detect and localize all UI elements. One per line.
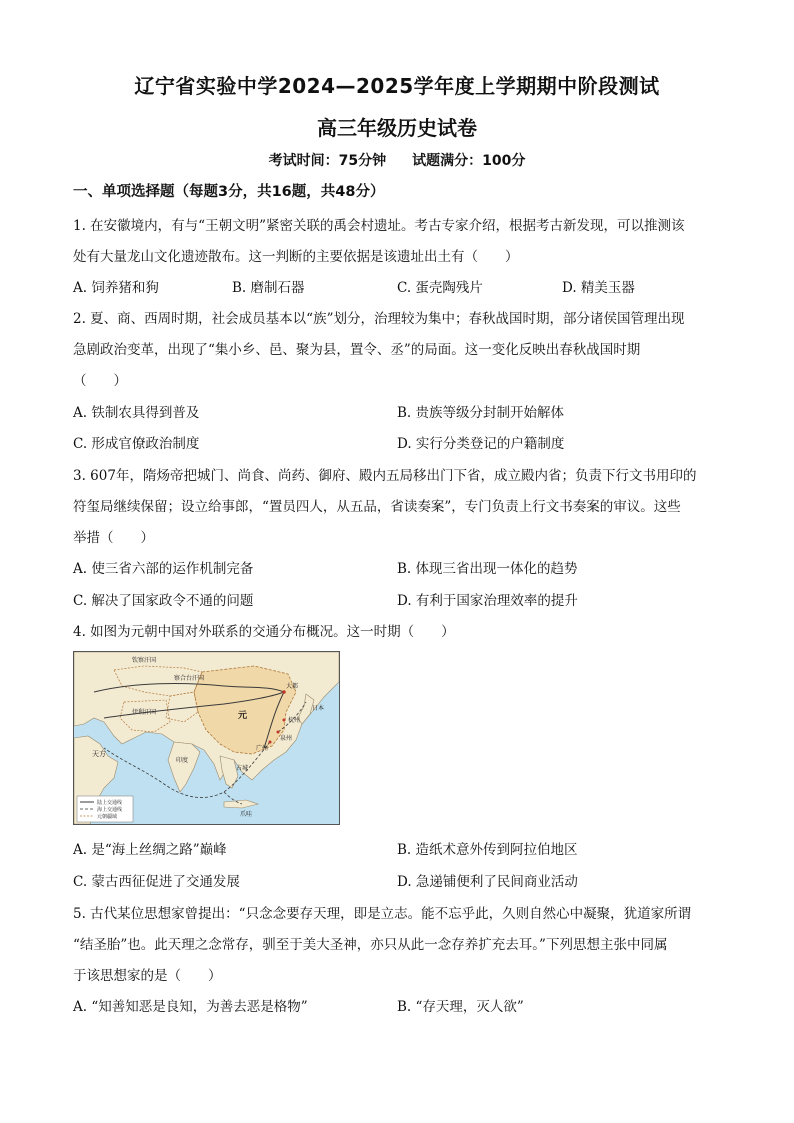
map-label-india: 印度 (176, 757, 189, 764)
question-2-line-3: （ ） (73, 373, 127, 389)
map-hangzhou-dot (283, 719, 286, 722)
question-3-option-c[interactable]: C. 解决了国家政令不通的问题 (73, 593, 254, 609)
question-5-line-1: 5. 古代某位思想家曾提出：“只念念要存天理，即是立志。能不忘乎此，久则自然心中凝聚，犹道家所谓 (73, 906, 692, 922)
question-4-option-c[interactable]: C. 蒙古西征促进了交通发展 (73, 874, 240, 890)
question-3-option-d[interactable]: D. 有利于国家治理效率的提升 (397, 593, 578, 609)
question-3-option-b[interactable]: B. 体现三省出现一体化的趋势 (397, 561, 578, 577)
exam-subtitle: 高三年级历史试卷 (317, 116, 477, 140)
exam-title: 辽宁省实验中学2024—2025学年度上学期期中阶段测试 (134, 74, 660, 98)
question-2-line-1: 2. 夏、商、西周时期，社会成员基本以“族”划分，治理较为集中；春秋战国时期，部分诸侯国管理出现 (73, 311, 685, 327)
question-2-option-b[interactable]: B. 贵族等级分封制开始解体 (397, 405, 565, 421)
question-2-line-2: 急剧政治变革，出现了“集小乡、邑、聚为县，置令、丞”的局面。这一变化反映出春秋战国时期 (73, 342, 641, 358)
question-1-line-1: 1. 在安徽境内，有与“王朝文明”紧密关联的禹会村遗址。考古专家介绍，根据考古新发现，可以推测该 (73, 218, 685, 234)
map-label-tianfang: 天方 (92, 750, 106, 758)
question-4-line-1: 4. 如图为元朝中国对外联系的交通分布概况。这一时期（ ） (73, 624, 455, 640)
question-1-option-c[interactable]: C. 蛋壳陶残片 (397, 280, 483, 296)
question-3-line-2: 符玺局继续保留；设立给事郎，“置员四人，从五品，省读奏案”，专门负责上行文书奏案的审议。这些 (73, 499, 681, 515)
map-legend-land: 陆上交通线 (97, 800, 123, 806)
question-5-line-3: 于该思想家的是（ ） (73, 968, 222, 984)
question-2-option-c[interactable]: C. 形成官僚政治制度 (73, 436, 200, 452)
question-5-option-a[interactable]: A. “知善知恶是良知，为善去恶是格物” (73, 999, 308, 1015)
question-2-option-d[interactable]: D. 实行分类登记的户籍制度 (397, 436, 565, 452)
map-label-dadu: 大都 (286, 683, 299, 690)
exam-meta (0, 150, 794, 170)
map-label-yuan: 元 (238, 711, 248, 721)
map-label-zhancheng: 占城 (236, 765, 249, 772)
section-heading: 一、单项选择题（每题3分，共16题，共48分） (73, 184, 385, 200)
yuan-dynasty-transport-map (73, 651, 340, 825)
map-label-guangzhou: 广州 (256, 745, 269, 752)
question-1-line-2: 处有大量龙山文化遗迹散布。这一判断的主要依据是该遗址出土有（ ） (73, 249, 519, 265)
map-label-java: 爪哇 (240, 811, 253, 818)
question-4-option-b[interactable]: B. 造纸术意外传到阿拉伯地区 (397, 842, 578, 858)
map-legend-border: 元朝疆域 (97, 814, 118, 820)
map-label-kipchak: 钦察汗国 (132, 657, 157, 664)
question-1-option-b[interactable]: B. 磨制石器 (232, 280, 305, 296)
exam-time: 考试时间：75分钟 (268, 153, 387, 169)
map-label-quanzhou: 泉州 (280, 735, 293, 742)
question-4-option-a[interactable]: A. 是“海上丝绸之路”巅峰 (73, 842, 227, 858)
question-1-option-d[interactable]: D. 精美玉器 (562, 280, 635, 296)
map-label-chagatai: 察合台汗国 (174, 675, 205, 682)
question-3-line-1: 3. 607年，隋炀帝把城门、尚食、尚药、御府、殿内五局移出门下省，成立殿内省；负责下行文书用印的 (73, 468, 697, 484)
map-quanzhou-dot (277, 731, 280, 734)
map-guangzhou-dot (269, 741, 272, 744)
full-score: 试题满分：100分 (412, 153, 526, 169)
map-dadu-dot (282, 690, 286, 694)
question-5-option-b[interactable]: B. “存天理，灭人欲” (397, 999, 524, 1015)
question-3-line-3: 举措（ ） (73, 530, 154, 546)
map-label-hangzhou: 杭州 (288, 717, 301, 724)
question-3-option-a[interactable]: A. 使三省六部的运作机制完备 (73, 561, 254, 577)
question-2-option-a[interactable]: A. 铁制农具得到普及 (73, 405, 200, 421)
question-5-line-2: “结圣胎”也。此天理之念常存，驯至于美大圣神，亦只从此一念存养扩充去耳。”下列思想主张中同属 (73, 937, 668, 953)
map-graphic (74, 652, 339, 824)
map-label-japan: 日本 (312, 705, 325, 712)
map-label-ilkhanate: 伊利汗国 (132, 709, 157, 716)
question-1-option-a[interactable]: A. 饲养猪和狗 (73, 280, 159, 296)
map-legend-sea: 海上交通线 (97, 807, 123, 813)
question-4-option-d[interactable]: D. 急递铺便利了民间商业活动 (397, 874, 578, 890)
